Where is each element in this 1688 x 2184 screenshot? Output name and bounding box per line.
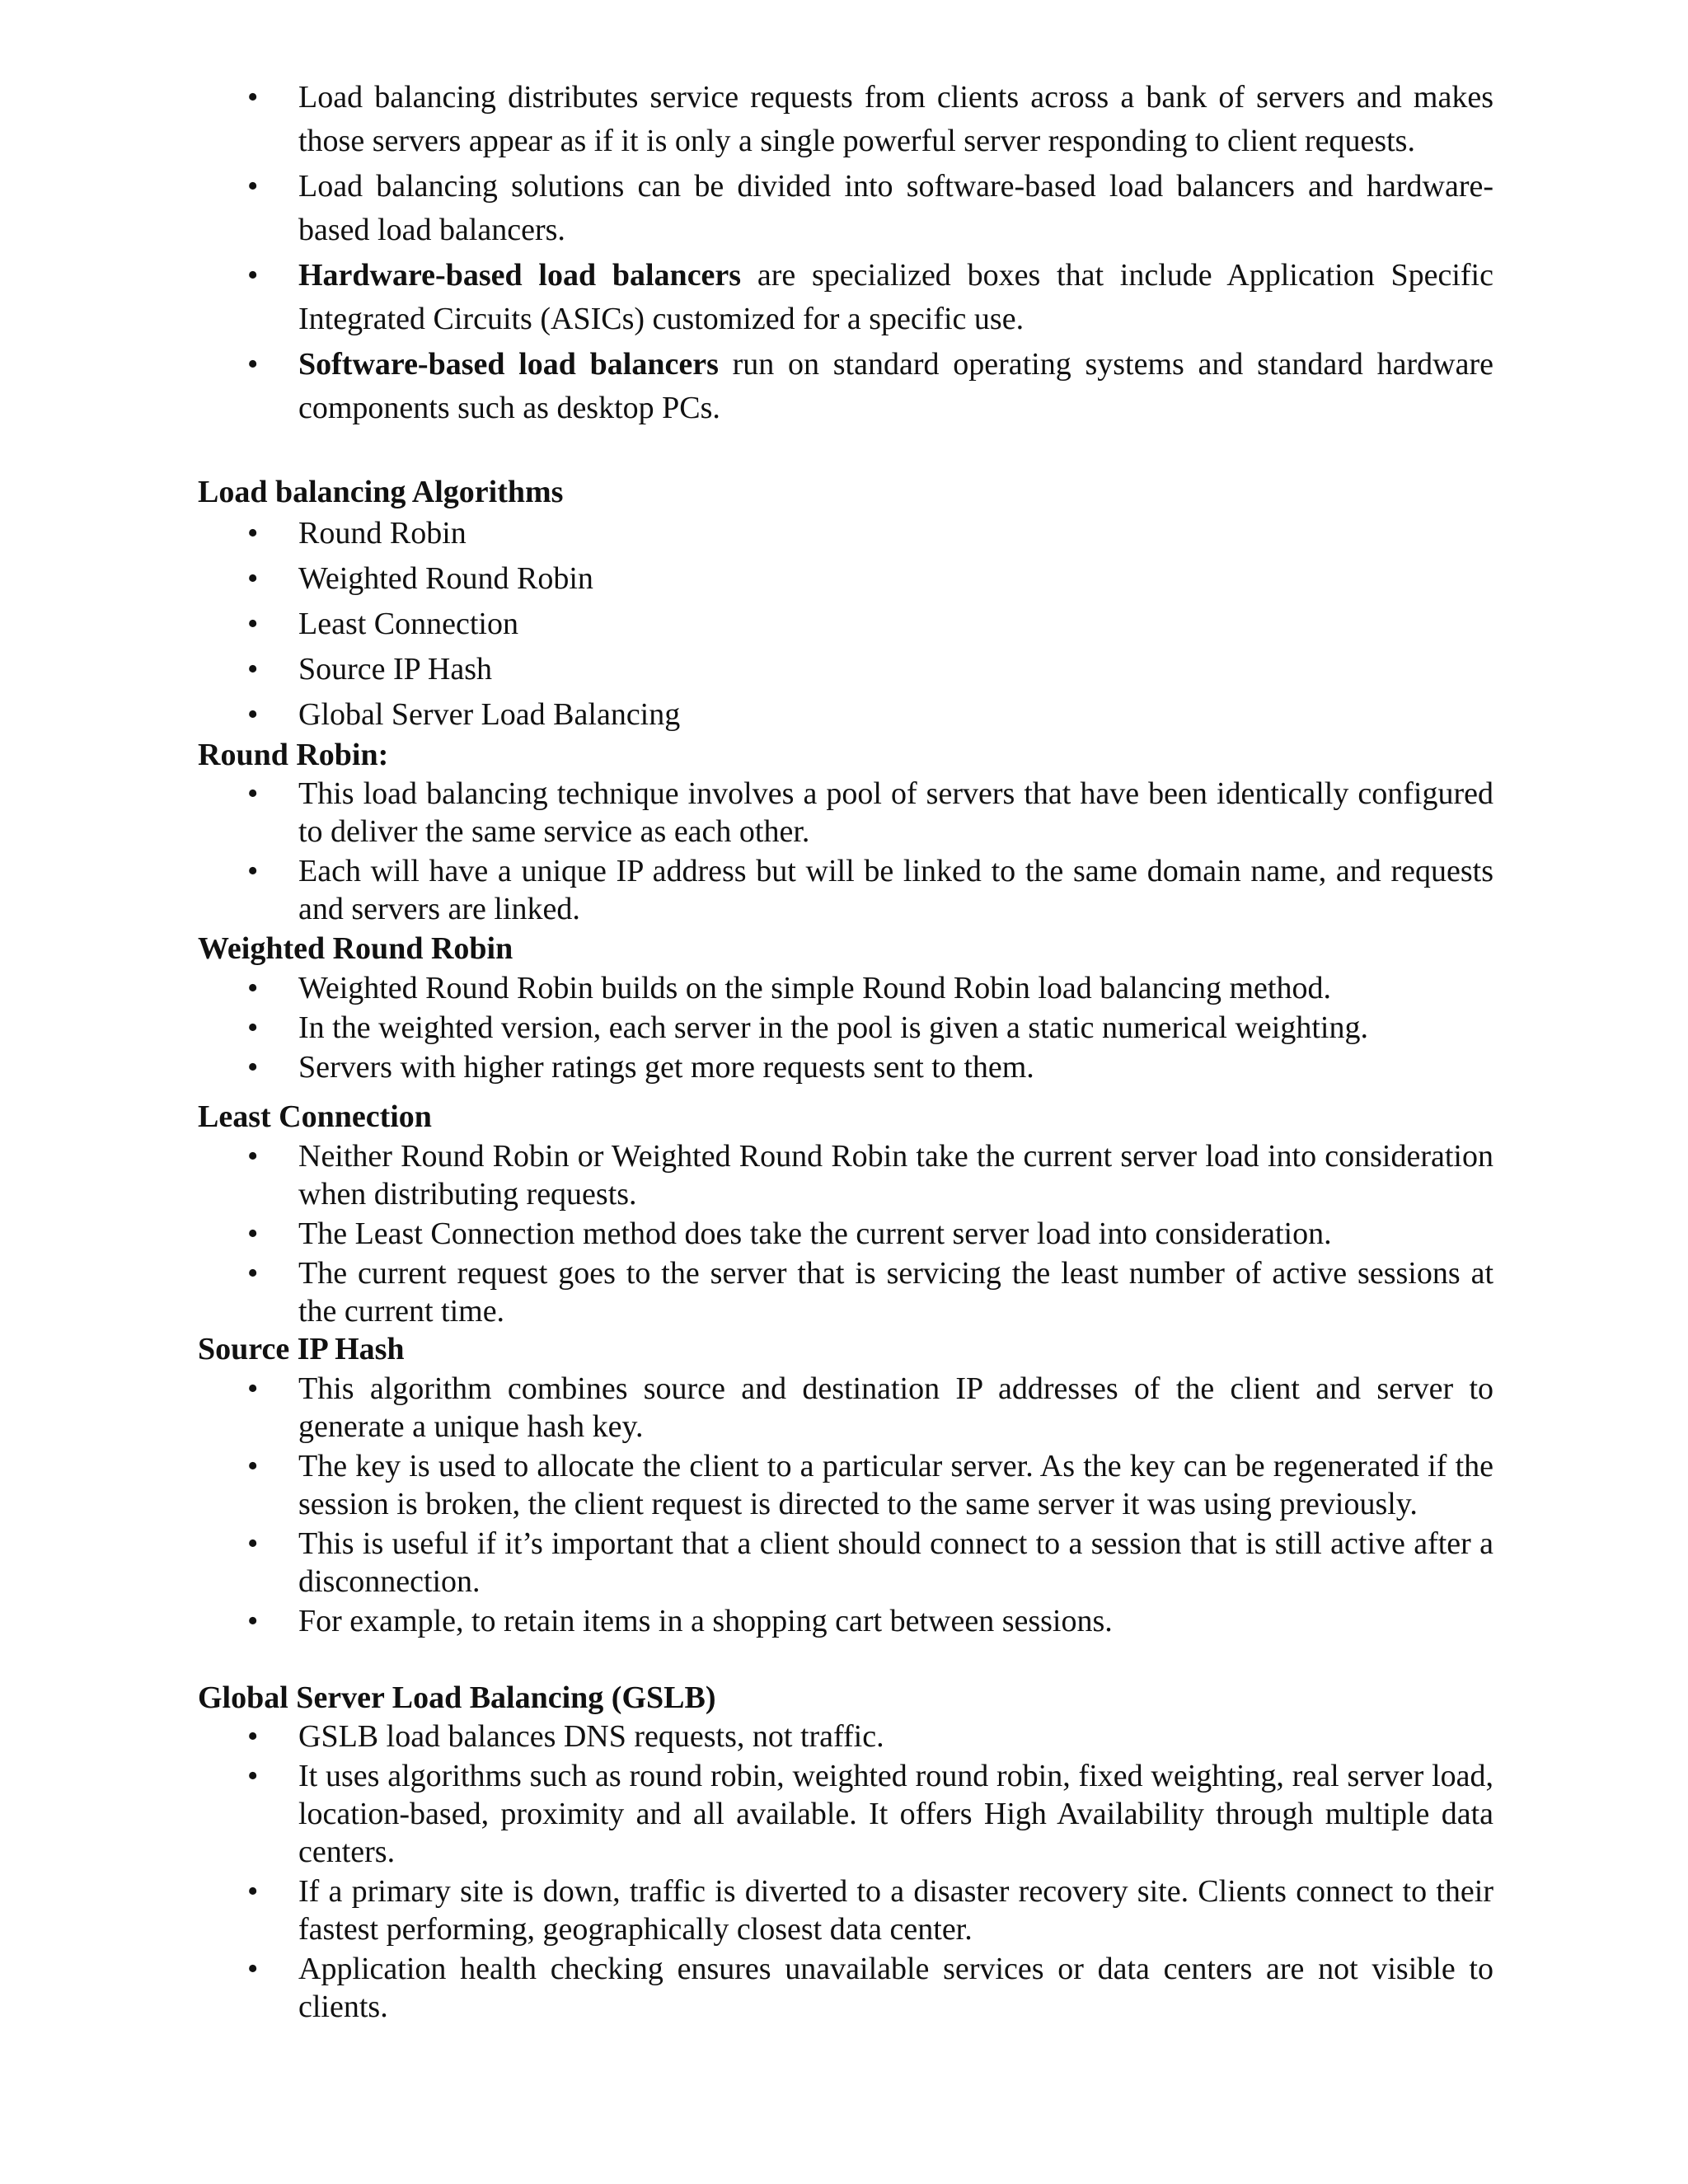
list-item: [0, 1872, 1493, 1948]
list-item: [0, 343, 1493, 430]
weighted-section: [0, 969, 1688, 1088]
round-robin-heading: Round Robin:: [198, 738, 389, 772]
list-item: [0, 852, 1493, 928]
weighted-heading: Weighted Round Robin: [198, 931, 513, 966]
gslb-list: [0, 1718, 1688, 2026]
least-connection-heading: Least Connection: [198, 1099, 432, 1134]
item-text: Application health checking ensures unavailable services or data centers are not visible to clients.: [298, 1952, 1493, 2024]
bullet-icon: •: [247, 697, 259, 732]
bullet-icon: •: [247, 1010, 259, 1045]
list-item: [0, 969, 1493, 1007]
bullet-icon: •: [247, 347, 259, 382]
item-text: The Least Connection method does take the current server load into consideration.: [298, 1216, 1332, 1251]
list-item: [0, 1215, 1493, 1253]
bullet-icon: •: [247, 1952, 259, 1986]
item-text: Weighted Round Robin: [298, 561, 593, 596]
bullet-icon: •: [247, 776, 259, 811]
source-ip-list: [0, 1370, 1688, 1640]
gslb-section: [0, 1718, 1688, 2027]
item-text: The current request goes to the server that is servicing the least number of active sessions at the current time.: [298, 1256, 1493, 1329]
list-item: [0, 647, 1493, 692]
item-text: If a primary site is down, traffic is diverted to a disaster recovery site. Clients connect to their fastest performing, geographically closest data center.: [298, 1874, 1493, 1947]
round-robin-list: [0, 775, 1688, 928]
item-text: run on standard operating systems and standard hardware components such as desktop PCs.: [298, 347, 1493, 425]
list-item: [0, 1137, 1493, 1213]
item-text: This is useful if it’s important that a client should connect to a session that is still active after a disconnection.: [298, 1526, 1493, 1599]
list-item: [0, 1757, 1493, 1871]
bullet-icon: •: [247, 1719, 259, 1754]
bullet-icon: •: [247, 1449, 259, 1483]
bullet-icon: •: [247, 652, 259, 687]
bullet-icon: •: [247, 80, 259, 115]
list-item: [0, 1370, 1493, 1446]
item-text: In the weighted version, each server in the pool is given a static numerical weighting.: [298, 1010, 1368, 1045]
bullet-icon: •: [247, 1759, 259, 1793]
list-item: [0, 1048, 1493, 1086]
bold-term: Hardware-based load balancers: [298, 258, 742, 293]
gslb-heading: Global Server Load Balancing (GSLB): [198, 1680, 716, 1715]
item-text: It uses algorithms such as round robin, weighted round robin, fixed weighting, real server load, location-based, proximity and all available. It offers High Availability through multiple data centers.: [298, 1759, 1493, 1869]
item-text: Global Server Load Balancing: [298, 697, 681, 732]
item-text: Servers with higher ratings get more requests sent to them.: [298, 1050, 1034, 1085]
item-text: Source IP Hash: [298, 652, 492, 687]
item-text: GSLB load balances DNS requests, not traffic.: [298, 1719, 884, 1754]
list-item: [0, 1602, 1493, 1640]
list-item: [0, 1525, 1493, 1601]
list-item: [0, 602, 1493, 647]
bullet-icon: •: [247, 1604, 259, 1638]
algorithms-section: [0, 511, 1688, 738]
bullet-icon: •: [247, 1256, 259, 1291]
list-item: [0, 1718, 1493, 1755]
algorithms-heading: Load balancing Algorithms: [198, 475, 564, 509]
bullet-icon: •: [247, 1874, 259, 1909]
weighted-list: [0, 969, 1688, 1086]
item-text: The key is used to allocate the client to a particular server. As the key can be regenerated if the session is broken, the client request is directed to the same server it was using previously.: [298, 1449, 1493, 1521]
list-item: [0, 1009, 1493, 1047]
list-item: [0, 775, 1493, 851]
item-text: Weighted Round Robin builds on the simple Round Robin load balancing method.: [298, 971, 1331, 1005]
item-text: Least Connection: [298, 607, 518, 641]
bullet-icon: •: [247, 1139, 259, 1174]
source-ip-section: [0, 1370, 1688, 1642]
bullet-icon: •: [247, 854, 259, 888]
bullet-icon: •: [247, 1371, 259, 1406]
bold-term: Software-based load balancers: [298, 347, 719, 382]
list-item: [0, 1950, 1493, 2026]
bullet-icon: •: [247, 1216, 259, 1251]
item-text: Round Robin: [298, 516, 467, 551]
bullet-icon: •: [247, 258, 259, 293]
algorithms-list: [0, 511, 1688, 738]
item-text: This load balancing technique involves a pool of servers that have been identically configured to deliver the same service as each other.: [298, 776, 1493, 849]
bullet-icon: •: [247, 971, 259, 1005]
list-item: [0, 165, 1493, 252]
intro-section: [0, 76, 1688, 432]
list-item: [0, 692, 1493, 738]
list-item: [0, 76, 1493, 163]
least-connection-list: [0, 1137, 1688, 1330]
list-item: [0, 1254, 1493, 1330]
bullet-icon: •: [247, 516, 259, 551]
bullet-icon: •: [247, 1526, 259, 1561]
list-item: [0, 511, 1493, 556]
source-ip-heading: Source IP Hash: [198, 1332, 405, 1366]
item-text: Each will have a unique IP address but will be linked to the same domain name, and requests and servers are linked.: [298, 854, 1493, 926]
list-item: [0, 1447, 1493, 1523]
least-connection-section: [0, 1137, 1688, 1332]
item-text: This algorithm combines source and destination IP addresses of the client and server to generate a unique hash key.: [298, 1371, 1493, 1444]
bullet-icon: •: [247, 561, 259, 596]
item-text: For example, to retain items in a shopping cart between sessions.: [298, 1604, 1113, 1638]
bullet-icon: •: [247, 1050, 259, 1085]
item-text: Load balancing distributes service requests from clients across a bank of servers and makes those servers appear as if it is only a single powerful server responding to client requests.: [298, 80, 1493, 158]
round-robin-section: [0, 775, 1688, 930]
item-text: Load balancing solutions can be divided into software-based load balancers and hardware-based load balancers.: [298, 169, 1493, 247]
item-text: are specialized boxes that include Application Specific Integrated Circuits (ASICs) customized for a specific use.: [298, 258, 1493, 336]
list-item: [0, 254, 1493, 341]
list-item: [0, 556, 1493, 602]
intro-list: [0, 76, 1688, 430]
item-text: Neither Round Robin or Weighted Round Robin take the current server load into consideration when distributing requests.: [298, 1139, 1493, 1212]
bullet-icon: •: [247, 169, 259, 204]
bullet-icon: •: [247, 607, 259, 641]
